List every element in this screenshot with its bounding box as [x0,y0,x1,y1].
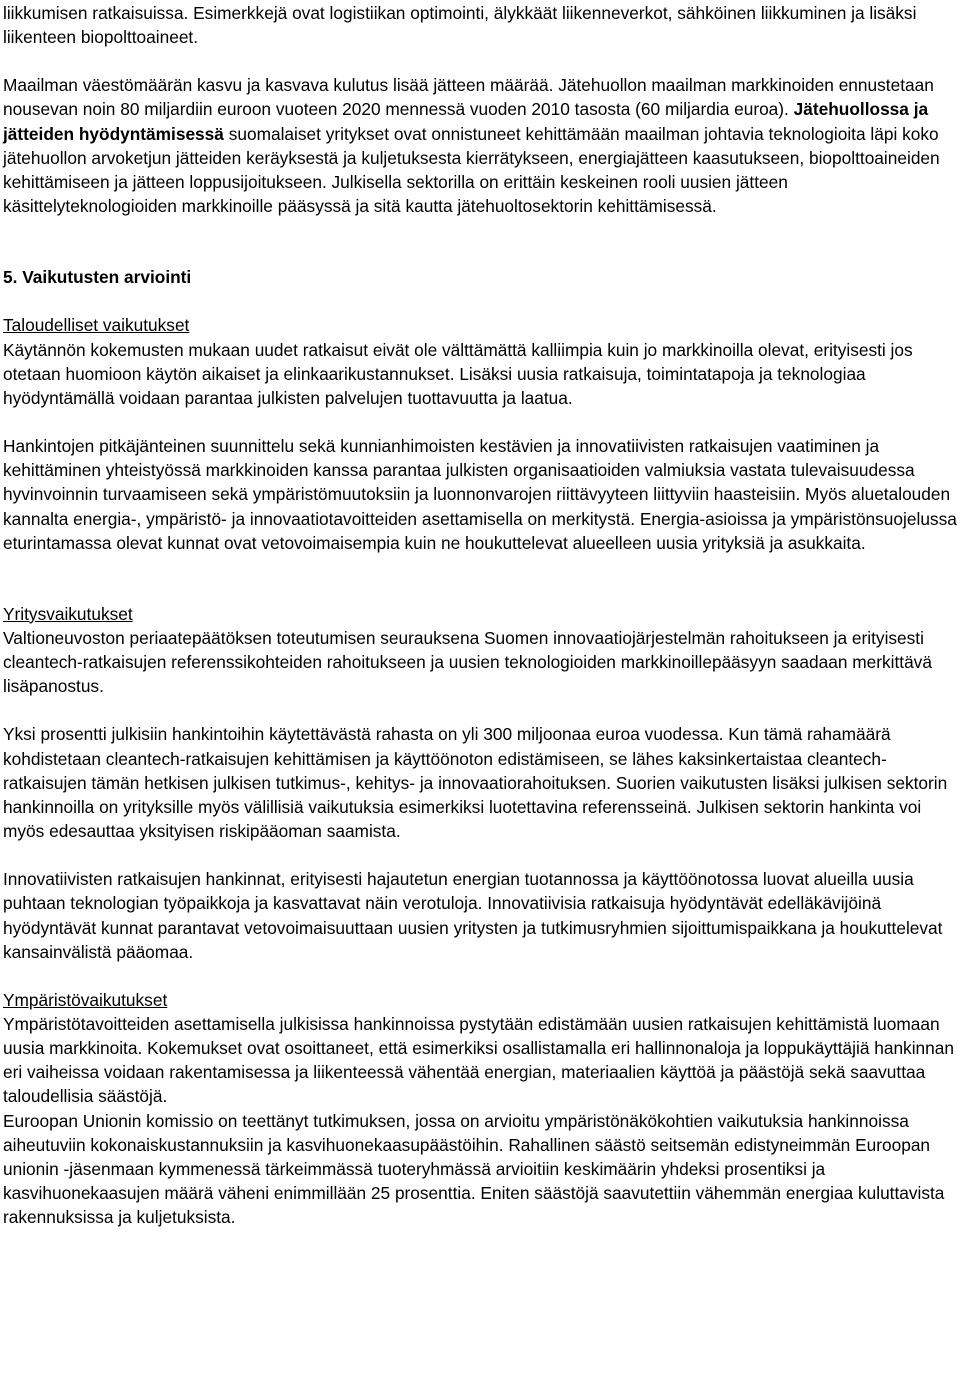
document-page [3,1,957,1229]
intro-paragraph-1: liikkumisen ratkaisuissa. Esimerkkejä ovat logistiikan optimointi, älykkäät liikenneverkot, sähköinen liikkuminen ja lisäksi liikenteen biopolttoaineet. [3,3,917,48]
economic-effects-paragraph-1: Käytännön kokemusten mukaan uudet ratkaisut eivät ole välttämättä kalliimpia kuin jo markkinoilla olevat, erityisesti jos otetaan huomioon käytön aikaiset ja elinkaarikustannukset. Lisäksi uusia ratkaisuja, toimintatapoja ja teknologiaa hyödyntämällä voidaan parantaa julkisten palvelujen tuottavuutta ja laatua. [3,339,913,408]
environmental-effects-paragraph-2: Euroopan Unionin komissio on teettänyt tutkimuksen, jossa on arvioitu ympäristönäkökohtien vaikutuksia hankinnoissa aiheutuviin kokonaiskustannuksiin ja kasvihuonekaasupäästöihin. Rahallinen säästö seitsemän edistyneimmän Euroopan unionin -jäsenmaan kymmenessä tärkeimmässä tuoteryhmässä arvioitiin keskimäärin yhdeksi prosentiksi ja kasvihuonekaasujen määrä väheni enimmillään 25 prosenttia. Eniten säästöjä saavutettiin vähemmän energiaa kuluttavista rakennuksissa ja kuljetuksista. [3,1110,945,1228]
intro-paragraph-2-rest: suomalaiset yritykset ovat onnistuneet kehittämään maailman johtavia teknologioita läpi koko jätehuollon arvoketjun jätteiden keräyksestä ja kuljetuksesta kierrätykseen, energiajätteen kaasutukseen, biopolttoaineiden kehittämiseen ja jätteen loppusijoitukseen. Julkisella sektorilla on erittäin keskeinen rooli uusien jätteen käsittelyteknologioiden markkinoille pääsyssä ja sitä kautta jätehuoltosektorin kehittämisessä. [3,123,940,217]
business-effects-paragraph-3: Innovatiivisten ratkaisujen hankinnat, erityisesti hajautetun energian tuotannossa ja käyttöönotossa luovat alueilla uusia puhtaan teknologian työpaikkoja ja kasvattavat näin verotuloja. Innovatiivisia ratkaisuja hyödyntävät edelläkävijöinä hyödyntävät kunnat parantavat vetovoimaisuuttaan uusien yritysten ja tutkimusryhmien sijoittumispaikkana ja houkuttelevat kansainvälistä pääomaa. [3,869,943,962]
economic-effects-title: Taloudelliset vaikutukset [3,315,190,336]
business-effects-paragraph-1: Valtioneuvoston periaatepäätöksen toteutumisen seurauksena Suomen innovaatiojärjestelmän rahoitukseen ja erityisesti cleantech-ratkaisujen referenssikohteiden rahoitukseen ja uusien teknologioiden markkinoillepääsyyn saadaan merkittävä lisäpanostus. [3,627,932,697]
section-heading: 5. Vaikutusten arviointi [3,267,192,288]
intro-paragraph-2 [3,73,957,218]
environmental-effects-title: Ympäristövaikutukset [3,989,168,1010]
economic-effects-paragraph-2: Hankintojen pitkäjänteinen suunnittelu sekä kunnianhimoisten kestävien ja innovatiivisten ratkaisujen vaatiminen ja kehittäminen yhteistyössä markkinoiden kanssa parantaa julkisten organisaatioiden valmiuksia vastata tulevaisuudessa hyvinvoinnin turvaamiseen sekä ympäristömuutoksiin ja luonnonvarojen riittävyyteen liittyviin haasteisiin. Myös aluetalouden kannalta energia-, ympäristö- ja innovaatiotavoitteiden asettamisella on merkitystä. Energia-asioissa ja ympäristönsuojelussa eturintamassa olevat kunnat ovat vetovoimaisempia kuin ne houkuttelevat alueelleen uusia yrityksiä ja asukkaita. [3,436,957,553]
intro-paragraph-2-bold: Jätehuollossa ja jätteiden hyödyntämisessä [3,99,929,144]
intro-paragraph-2-lead: Maailman väestömäärän kasvu ja kasvava kulutus lisää jätteen määrää. Jätehuollon maailman markkinoiden ennustetaan nousevan noin 80 miljardiin euroon vuoteen 2020 mennessä vuoden 2010 tasosta (60 miljardia euroa). [3,75,934,120]
business-effects-title: Yritysvaikutukset [3,603,133,624]
environmental-effects-paragraph-1: Ympäristötavoitteiden asettamisella julkisissa hankinnoissa pystytään edistämään uusien ratkaisujen kehittämistä luomaan uusia markkinoita. Kokemukset ovat osoittaneet, että esimerkiksi osallistamalla eri hallinnonaloja ja loppukäyttäjiä hankinnan eri vaiheissa voidaan rakentamisessa ja liikenteessä vähentää energian, materiaalien käyttöä ja päästöjä sekä saavuttaa taloudellisia säästöjä. [3,1014,954,1107]
business-effects-paragraph-2: Yksi prosentti julkisiin hankintoihin käytettävästä rahasta on yli 300 miljoonaa euroa vuodessa. Kun tämä rahamäärä kohdistetaan cleantech-ratkaisujen kehittämisen ja käyttöönoton edistämiseen, se lähes kaksinkertaistaa cleantech-ratkaisujen tämän hetkisen julkisen tutkimus-, kehitys- ja innovaatiorahoituksen. Suorien vaikutusten lisäksi julkisen sektorin hankinnoilla on yrityksille myös välillisiä vaikutuksia esimerkiksi luotettavina referensseinä. Julkisen sektorin hankinta voi myös edesauttaa yksityisen riskipääoman saamista. [3,724,948,842]
